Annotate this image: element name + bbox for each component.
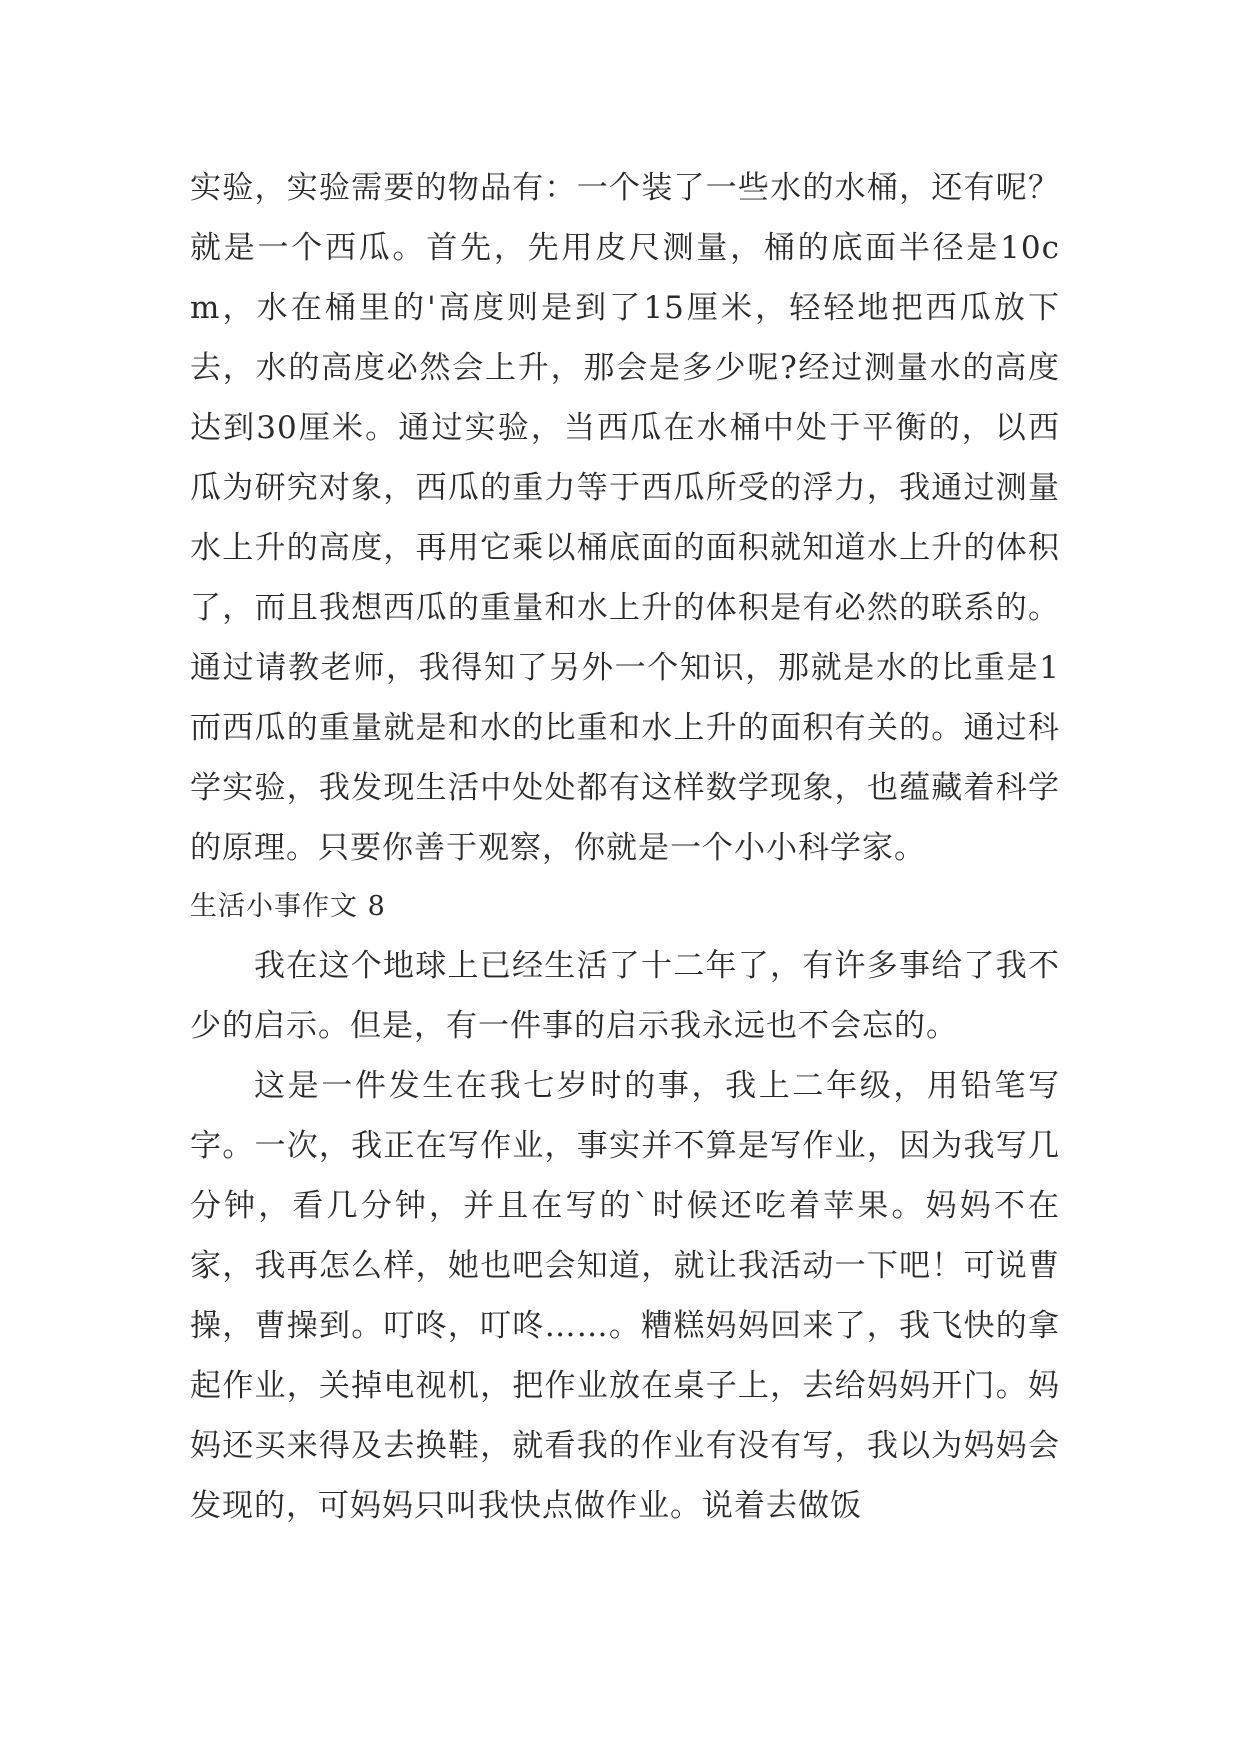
section-heading: 生活小事作文 8 xyxy=(190,891,386,922)
paragraph-story: 这是一件发生在我七岁时的事，我上二年级，用铅笔写字。一次，我正在写作业，事实并不算是写作业，因为我写几分钟，看几分钟，并且在写的`时候还吃着苹果。妈妈不在家，我再怎么样，她也吧会知道，就让我活动一下吧！可说曹操，曹操到。叮咚，叮咚……。糟糕妈妈回来了，我飞快的拿起作业，关掉电视机，把作业放在桌子上，去给妈妈开门。妈妈还买来得及去换鞋，就看我的作业有没有写，我以为妈妈会发现的，可妈妈只叫我快点做作业。说着去做饭 xyxy=(190,1068,1060,1524)
paragraph-intro: 我在这个地球上已经生活了十二年了，有许多事给了我不少的启示。但是，有一件事的启示我永远也不会忘的。 xyxy=(190,948,1060,1044)
paragraph-experiment-conclusion: 实验，实验需要的物品有：一个装了一些水的水桶，还有呢？就是一个西瓜。首先，先用皮尺测量，桶的底面半径是10cm，水在桶里的'高度则是到了15厘米，轻轻地把西瓜放下去，水的高度必然会上升，那会是多少呢?经过测量水的高度达到30厘米。通过实验，当西瓜在水桶中处于平衡的，以西瓜为研究对象，西瓜的重力等于西瓜所受的浮力，我通过测量水上升的高度，再用它乘以桶底面的面积就知道水上升的体积了，而且我想西瓜的重量和水上升的体积是有必然的联系的。通过请教老师，我得知了另外一个知识，那就是水的比重是1而西瓜的重量就是和水的比重和水上升的面积有关的。通过科学实验，我发现生活中处处都有这样数学现象，也蕴藏着科学的原理。只要你善于观察，你就是一个小小科学家。 xyxy=(190,170,1060,866)
document-body xyxy=(190,158,1060,1536)
